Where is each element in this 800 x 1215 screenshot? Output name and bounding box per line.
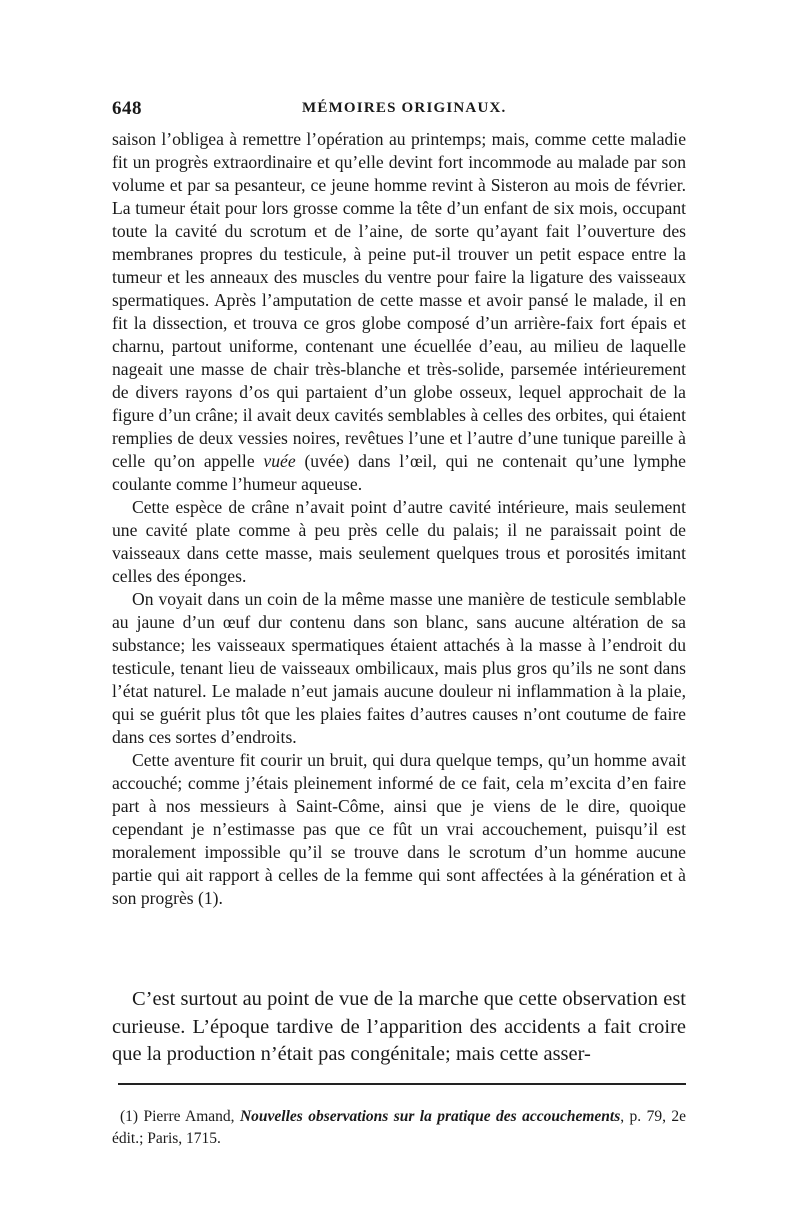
footnote-marker: (1) Pierre Amand, (120, 1108, 240, 1125)
paragraph: Cette espèce de crâne n’avait point d’autre cavité intérieure, mais seulement une cavité plate comme à peu près celle du palais; il ne paraissait point de vaisseaux dans cette masse, mais seulement quelques trous et porosités imitant celles des éponges. (112, 497, 686, 586)
emphasized-word: vuée (263, 451, 296, 471)
footnote-details: , p. 79, 2e édit.; Paris, 1715. (112, 1108, 687, 1147)
paragraph: Cette aventure fit courir un bruit, qui dura quelque temps, qu’un homme avait accouché; comme j’étais pleinement informé de ce fait, cela m’excita d’en faire part à nos messieurs à Saint-Côme, ainsi que je viens de le dire, quoique cependant je n’estimasse pas que ce fût un vrai accouchement, puisqu’il est moralement impossible qu’il se trouve dans le scrotum d’un homme aucune partie qui ait rapport à celles de la femme qui sont affectées à la génération et à son progrès (1). (112, 750, 686, 908)
paragraph-text: saison l’obligea à remettre l’opération au printemps; mais, comme cette maladie fit un progrès extraordinaire et qu’elle devint fort incommode au malade par son volume et par sa pesanteur, ce jeune homme revint à Sisteron au mois de février. La tumeur était pour lors grosse comme la tête d’un enfant de six mois, occupant toute la cavité du scrotum et de l’aine, de sorte qu’ayant fait l’ouverture des membranes propres du testicule, à peine put-il trouver un petit espace entre la tumeur et les anneaux des muscles du ventre pour faire la ligature des vaisseaux spermatiques. Après l’amputation de cette masse et avoir pansé le malade, il en fit la dissection, et trouva ce gros globe composé d’un arrière-faix fort épais et charnu, partout uniforme, contenant une écuellée d’eau, au milieu de laquelle nageait une masse de chair très-blanche et très-solide, parsemée intérieurement de divers rayons d’os qui partaient d’un globe osseux, lequel approchait de la figure d’un crâne; il avait deux cavités semblables à celles des orbites, qui étaient remplies de deux vessies noires, revêtues l’une et l’autre d’une tunique pareille à celle qu’on appelle (112, 129, 686, 471)
running-head: MÉMOIRES ORIGINAUX. (302, 100, 507, 116)
paragraph-text: (uvée) dans l’œil, qui ne contenait qu’une lymphe coulante comme l’humeur aqueuse. (112, 451, 686, 494)
paragraph: On voyait dans un coin de la même masse une manière de testicule semblable au jaune d’un œuf dur contenu dans son blanc, sans aucune altération de sa substance; les vaisseaux spermatiques étaient attachés à la masse à l’endroit du testicule, tenant lieu de vaisseaux ombilicaux, mais plus gros qu’ils ne sont dans l’état naturel. Le malade n’eut jamais aucune douleur ni inflammation à la plaie, qui se guérit plus tôt que les plaies faites d’autres causes n’ont coutume de faire dans ces sortes d’endroits. (112, 589, 686, 747)
footnote-divider (118, 1083, 686, 1085)
commentary-paragraph: C’est surtout au point de vue de la marche que cette observation est curieuse. L’époque tardive de l’apparition des accidents a fait croire que la production n’était pas congénitale; mais cette asser- (112, 988, 686, 1065)
main-text (112, 128, 686, 910)
paragraph (112, 128, 686, 496)
page-header (112, 98, 688, 124)
footnote-title: Nouvelles observations sur la pratique des accouchements (239, 1108, 621, 1125)
footnote (112, 1106, 686, 1150)
page-number: 648 (112, 98, 142, 119)
